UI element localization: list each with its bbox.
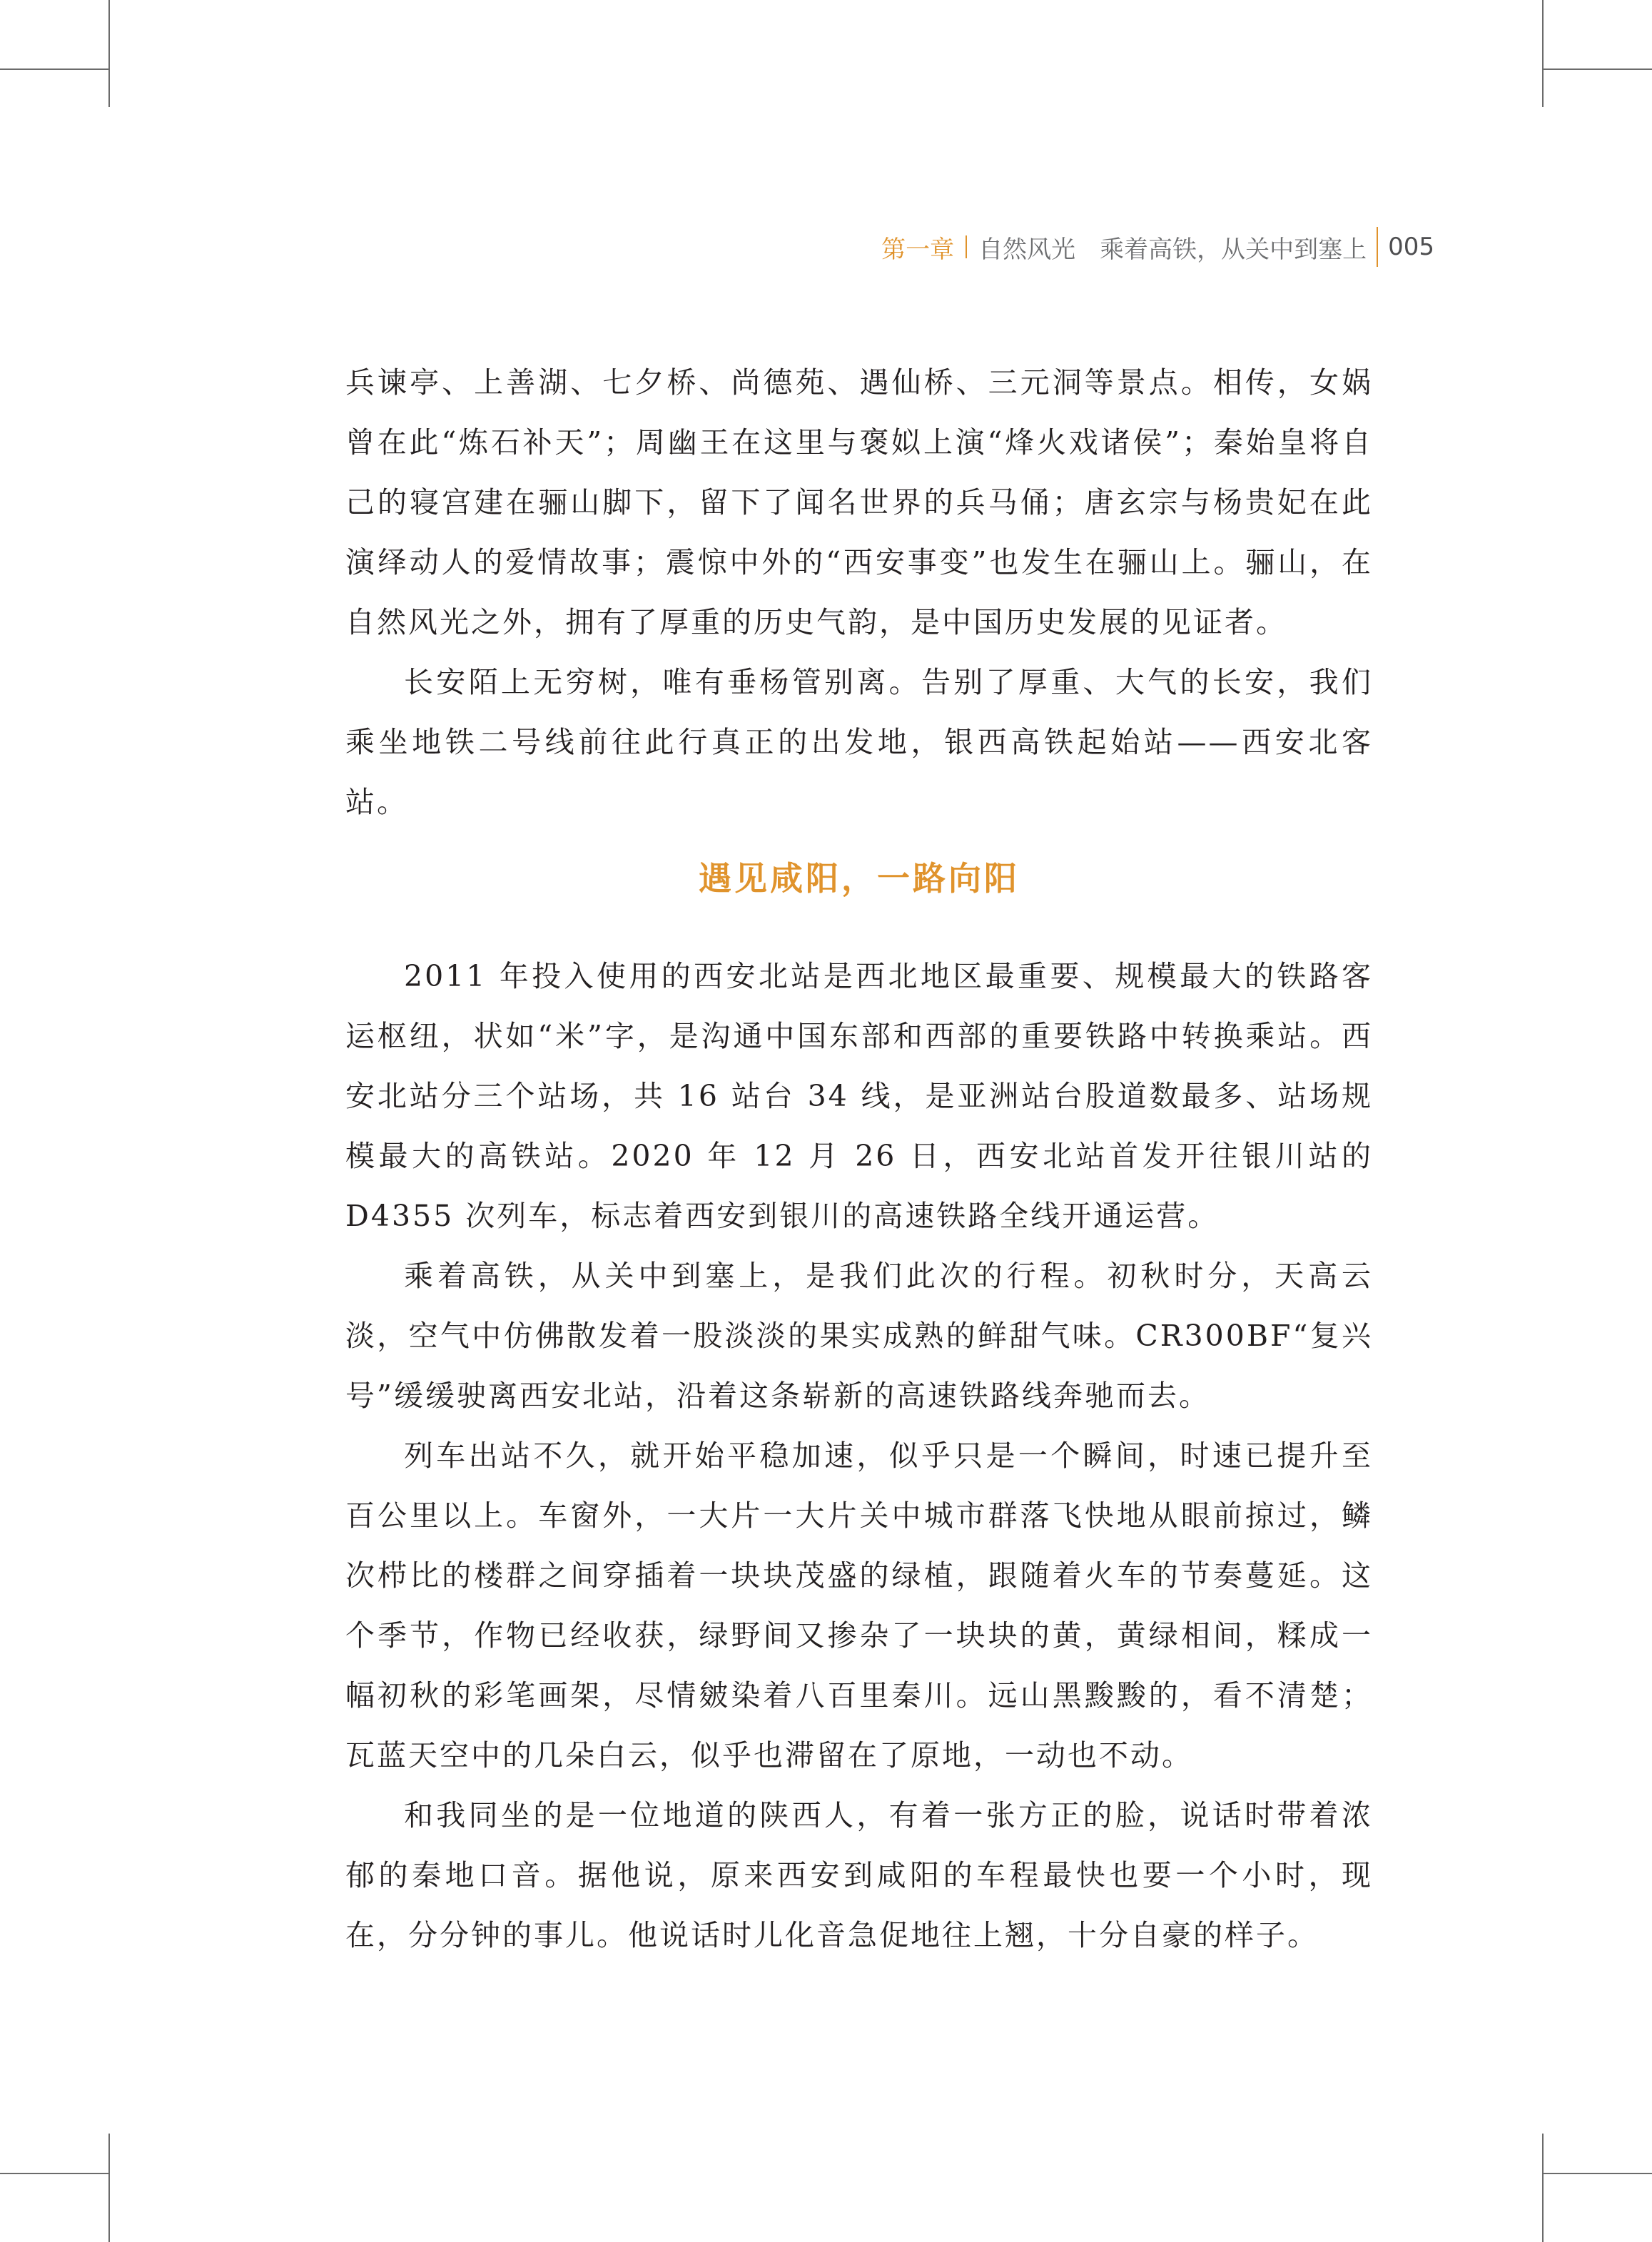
body-text-bottom: [345, 946, 1373, 1965]
paragraph: 乘着高铁，从关中到塞上，是我们此次的行程。初秋时分，天高云淡，空气中仿佛散发着一股淡淡的果实成熟的鲜甜气味。CR300BF“复兴号”缓缓驶离西安北站，沿着这条崭新的高速铁路线奔驰而去。: [345, 1259, 1373, 1413]
header-divider: [966, 235, 967, 258]
paragraph: 2011 年投入使用的西安北站是西北地区最重要、规模最大的铁路客运枢纽，状如“米”字，是沟通中国东部和西部的重要铁路中转换乘站。西安北站分三个站场，共 16 站台 34 线，是亚洲站台股道数最多、站场规模最大的高铁站。2020 年 12 月 26 日，西安北站首发开往银川站的 D4355 次列车，标志着西安到银川的高速铁路全线开通运营。: [345, 959, 1373, 1233]
body-text-top: [345, 352, 1373, 832]
paragraph: 兵谏亭、上善湖、七夕桥、尚德苑、遇仙桥、三元洞等景点。相传，女娲曾在此“炼石补天”；周幽王在这里与褒姒上演“烽火戏诸侯”；秦始皇将自己的寝宫建在骊山脚下，留下了闻名世界的兵马俑；唐玄宗与杨贵妃在此演绎动人的爱情故事；震惊中外的“西安事变”也发生在骊山上。骊山，在自然风光之外，拥有了厚重的历史气韵，是中国历史发展的见证者。: [345, 365, 1373, 639]
paragraph: 和我同坐的是一位地道的陕西人，有着一张方正的脸，说话时带着浓郁的秦地口音。据他说，原来西安到咸阳的车程最快也要一个小时，现在，分分钟的事儿。他说话时儿化音急促地往上翘，十分自豪的样子。: [345, 1798, 1373, 1952]
crop-mark: [1542, 2134, 1544, 2242]
crop-mark: [108, 0, 110, 107]
page-number: 005: [1388, 233, 1434, 261]
paragraph: 长安陌上无穷树，唯有垂杨管别离。告别了厚重、大气的长安，我们乘坐地铁二号线前往此行真正的出发地，银西高铁起始站——西安北客站。: [345, 665, 1373, 819]
crop-mark: [1542, 0, 1544, 107]
crop-mark: [1542, 2173, 1652, 2174]
chapter-label: 第一章: [881, 235, 955, 264]
chapter-title: 自然风光 乘着高铁，从关中到塞上: [978, 235, 1367, 264]
crop-mark: [0, 2173, 108, 2174]
running-header: [881, 227, 1434, 267]
crop-mark: [0, 69, 108, 70]
crop-mark: [108, 2134, 110, 2242]
section-heading: 遇见咸阳，一路向阳: [699, 859, 1020, 898]
crop-mark: [1542, 69, 1652, 70]
paragraph: 列车出站不久，就开始平稳加速，似乎只是一个瞬间，时速已提升至百公里以上。车窗外，一大片一大片关中城市群落飞快地从眼前掠过，鳞次栉比的楼群之间穿插着一块块茂盛的绿植，跟随着火车的节奏蔓延。这个季节，作物已经收获，绿野间又掺杂了一块块的黄，黄绿相间，糅成一幅初秋的彩笔画架，尽情皴染着八百里秦川。远山黑黢黢的，看不清楚；瓦蓝天空中的几朵白云，似乎也滞留在了原地，一动也不动。: [345, 1439, 1373, 1772]
header-divider: [1377, 227, 1378, 267]
